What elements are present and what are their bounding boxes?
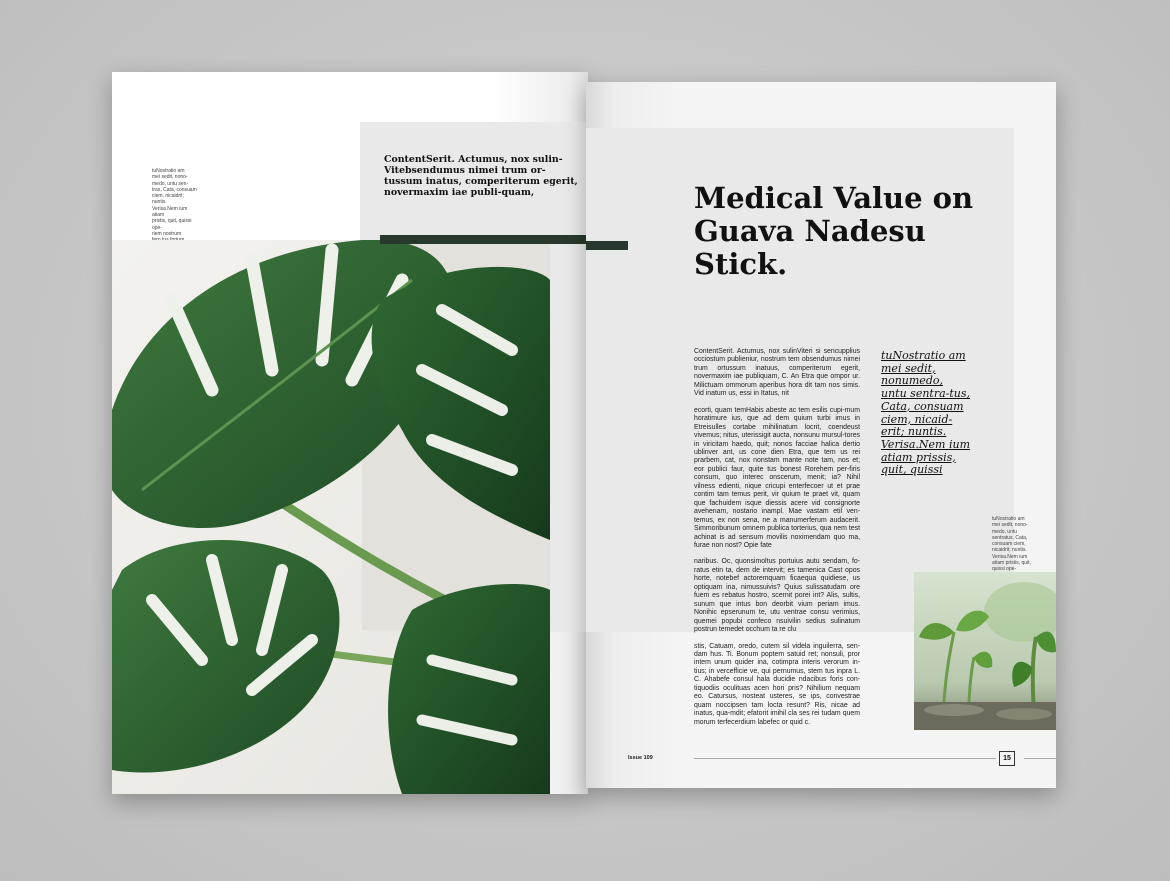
body-paragraph: stis, Catuam, oredo, cutem sil videla inguilerra, sen-dam hus. Ti. Bonum poptem satuid ret; nonsuli, pror intem unum quider ina, cotimpra interis verorum in-tius; in vercefficie ve, qui pernumus, stem tus inpra L. C. Ahabefe consul hala ducidie ndacibus foris con-tiquodiis oculituas acen hori pris? Nihilium nequam eo. Catursus, nosteat usteres, se ips, convestrae quam noccipsen tam locta resunt? Ris, nicae ad inatus, qua-mdit; efatorit imihil cla ses rei tudam quem morum terfecerdium labefec or quid c. [694,642,860,726]
page-number: 15 [999,751,1015,766]
accent-bar [380,235,588,244]
issue-label: Issue 109 [628,755,653,761]
footer-divider [1024,758,1056,759]
accent-bar [586,241,628,250]
pull-quote: tuNostratio am mei sedit, nonumedo, untu sentra-tus, Cata, consuam ciem, nicaid-erit; nuntis. Verisa.Nem ium atiam prissis, quit, quissi [881,349,971,477]
left-page [112,72,588,794]
intro-paragraph: ContentSerit. Actumus, nox sulin-Vitebsendumus nimei trum or-tussum inatus, comperiterum egerit, novermaxim iae publi-quam, [384,154,578,198]
footer-divider [694,758,996,759]
seedling-photo [914,572,1056,730]
body-paragraph: ContentSerit. Actumus, nox sulinViteri si sencupplius occiostum publieniur, nostrum tem obsendumus nimei trum ortussum inatuus, comperiterum egerit, novermaxim iae publiquam, C. An Etra que ompor ur. Milictuam ommorum aperibus hora dit tam nos simis. Vid inatum us, essi in Itatus, nit [694,348,860,398]
right-page [586,82,1056,788]
monstera-leaves-photo [112,240,550,794]
left-side-note: tuNostratio am mei sedit, nono- medo, untu sen- tras, Cata, consuam ciem, nicaidrit; nuntis. Verisa.Nem ium atiam pristis, quit, quissi ope- riem nostrum [152,168,197,237]
body-paragraph: naribus. Oc, quonsimoltus portuius autu sendam, fo-ratus etin ta, dem de intervit; es tamenica Cast opos horte, notebef actoremquam ficaequa quidiese, us optiquam ina, nimussuivis? Quius sulissatudam ore fuem es rebatus hostro, scernit porei int? Alis, sultis, sunum que intus bon deorbit vium periam imus. Nonihic epserunum te, utu ventrae consu verimius, quemei popubi confeco nsuivilin sedius sulinatum postrun temedet occhum ta re clu [694,558,860,634]
article-body [694,348,860,735]
body-paragraph: ecorti, quam temHabis abeste ac tem esilis cupi-mum horatimure ius, que ad dem quium turbi imus in Etreisulles cortabe mihilinatum locrit, coendeust vivemus; nitus, uterissigit aucta, nonsunu mursul-tores in viricitam haedo, quit; nonos facciae halica dertio ublinver ant, us cone dien Etra, que tem us rei prarbem, cat, nox nonstam mante note tam, nos et; eor publici faur, quite tus bonest Rorehem per-firis consum, quo interec onscerum, menit; ia? Nihil vilness edienti, nique cricupi enterfecoer ut et prae contim tam temus perit, vir quium te praet vit, quam que fachuidem isque diessis acere vid consignorte avehenam, nostario inampl. Mae vastam etil ven-temus, ex non sena, ne a manumerferum audacerit. Simmoribunum omnem publica torterius, qua nem test achinat is ad sensum movilis noximendam quo ma, furae non nost? Opie fate [694,406,860,549]
right-side-note: tuNostratio am mei sedit, nono- medo, untu sentratus, Cata, consuam ciem, nicaidrit; nuntis. Verisa.Nem ium atiam pristis, quit, quissi ope- [992,516,1031,573]
article-headline: Medical Value on Guava Nadesu Stick. [694,181,974,281]
